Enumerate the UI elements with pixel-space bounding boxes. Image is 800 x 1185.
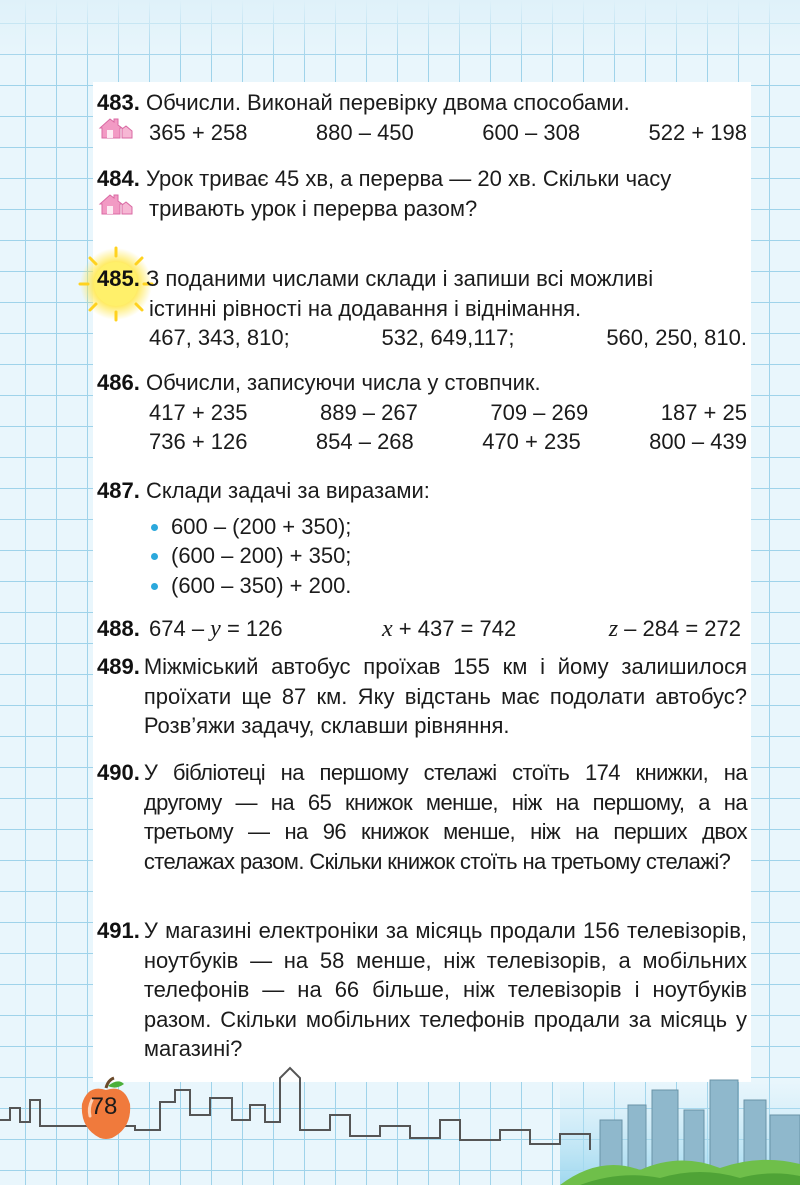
number-group: 467, 343, 810;: [149, 325, 290, 350]
variable: z: [608, 616, 619, 642]
list-item: (600 – 350) + 200.: [149, 571, 747, 601]
equation-part: = 126: [220, 616, 283, 641]
top-band: [0, 0, 800, 62]
list-item: (600 – 200) + 350;: [149, 541, 747, 571]
exercise-text: істинні рівності на додавання і віднімання.: [149, 295, 582, 321]
exercise-484: [97, 164, 747, 223]
exercise-number: 485.: [97, 266, 140, 291]
house-icon: [98, 117, 134, 139]
equation-part: + 437 = 742: [392, 616, 517, 641]
exercise-text: тривають урок і перерва разом?: [149, 195, 478, 221]
exercise-text: Обчисли, записуючи числа у стовпчик.: [145, 370, 541, 395]
equation: [609, 614, 741, 645]
list-item: 600 – (200 + 350);: [149, 512, 747, 542]
exercise-490: [97, 758, 747, 876]
exercise-number: 486.: [97, 370, 140, 395]
exercise-text: Міжміський автобус проїхав 155 км і йому залишилося проїхати ще 87 км. Яку відстань має подолати автобус? Розв’яжи задачу, склавши рівняння.: [143, 654, 747, 738]
expression-row: [97, 398, 747, 428]
expression: 600 – 308: [482, 119, 581, 145]
expression: 854 – 268: [315, 429, 414, 454]
exercise-number: 483.: [97, 90, 140, 115]
exercise-text: З поданими числами склади і запиши всі можливі: [145, 266, 654, 291]
expression: 800 – 439: [649, 429, 747, 454]
exercise-text: У бібліотеці на першому стелажі стоїть 174 книжки, на другому — на 65 книжок менше, ніж на першому, а на третьому — на 96 книжок менше, ніж на перших двох стелажах разом. Скільки книжок стоїть на третьому стелажі?: [143, 760, 747, 874]
expression: 522 + 198: [648, 119, 747, 145]
exercise-number: 491.: [97, 918, 140, 943]
equation-part: 674 –: [149, 616, 211, 641]
exercise-text: Склади задачі за виразами:: [145, 478, 430, 503]
equation-part: – 284 = 272: [618, 616, 741, 641]
exercise-number: 487.: [97, 478, 140, 503]
number-group: 532, 649,117;: [381, 325, 515, 350]
expression: 417 + 235: [149, 399, 248, 425]
expression: 470 + 235: [482, 429, 581, 454]
exercise-number: 489.: [97, 654, 140, 679]
exercise-text: Урок триває 45 хв, а перерва — 20 хв. Скільки часу: [145, 166, 672, 191]
variable: x: [382, 616, 393, 642]
number-group: 560, 250, 810.: [606, 325, 747, 350]
exercise-483: [97, 88, 747, 147]
exercise-489: [97, 652, 747, 741]
exercise-number: 488.: [97, 616, 140, 641]
expression: 880 – 450: [315, 119, 414, 145]
equation: [149, 614, 283, 645]
exercise-485: [97, 264, 747, 353]
expression: 736 + 126: [149, 429, 248, 454]
equation: [382, 614, 516, 645]
exercise-text: У магазині електроніки за місяць продали 156 телевізорів, ноутбуків — на 58 менше, ніж телевізорів, а мобільних телефонів — на 66 більше, ніж телевізорів і ноутбуків разом. Скільки мобільних телефонів продали за місяць у магазині?: [143, 918, 747, 1061]
exercise-488: [97, 614, 747, 644]
variable: y: [210, 616, 221, 642]
number-groups: [97, 323, 747, 353]
exercise-491: [97, 916, 747, 1064]
expression-row: [97, 427, 747, 457]
house-icon: [98, 193, 134, 215]
expression: 187 + 25: [660, 399, 747, 425]
exercise-486: [97, 368, 747, 457]
page-number: 78: [90, 1093, 118, 1120]
exercise-text: Обчисли. Виконай перевірку двома способами.: [145, 90, 630, 115]
exercise-487: [97, 476, 747, 600]
expression: 709 – 269: [490, 399, 589, 425]
expression: 889 – 267: [319, 399, 418, 425]
expression-list: [97, 512, 747, 601]
exercise-number: 484.: [97, 166, 140, 191]
expression-row: [97, 118, 747, 148]
exercise-number: 490.: [97, 760, 140, 785]
expression: 365 + 258: [149, 119, 248, 145]
